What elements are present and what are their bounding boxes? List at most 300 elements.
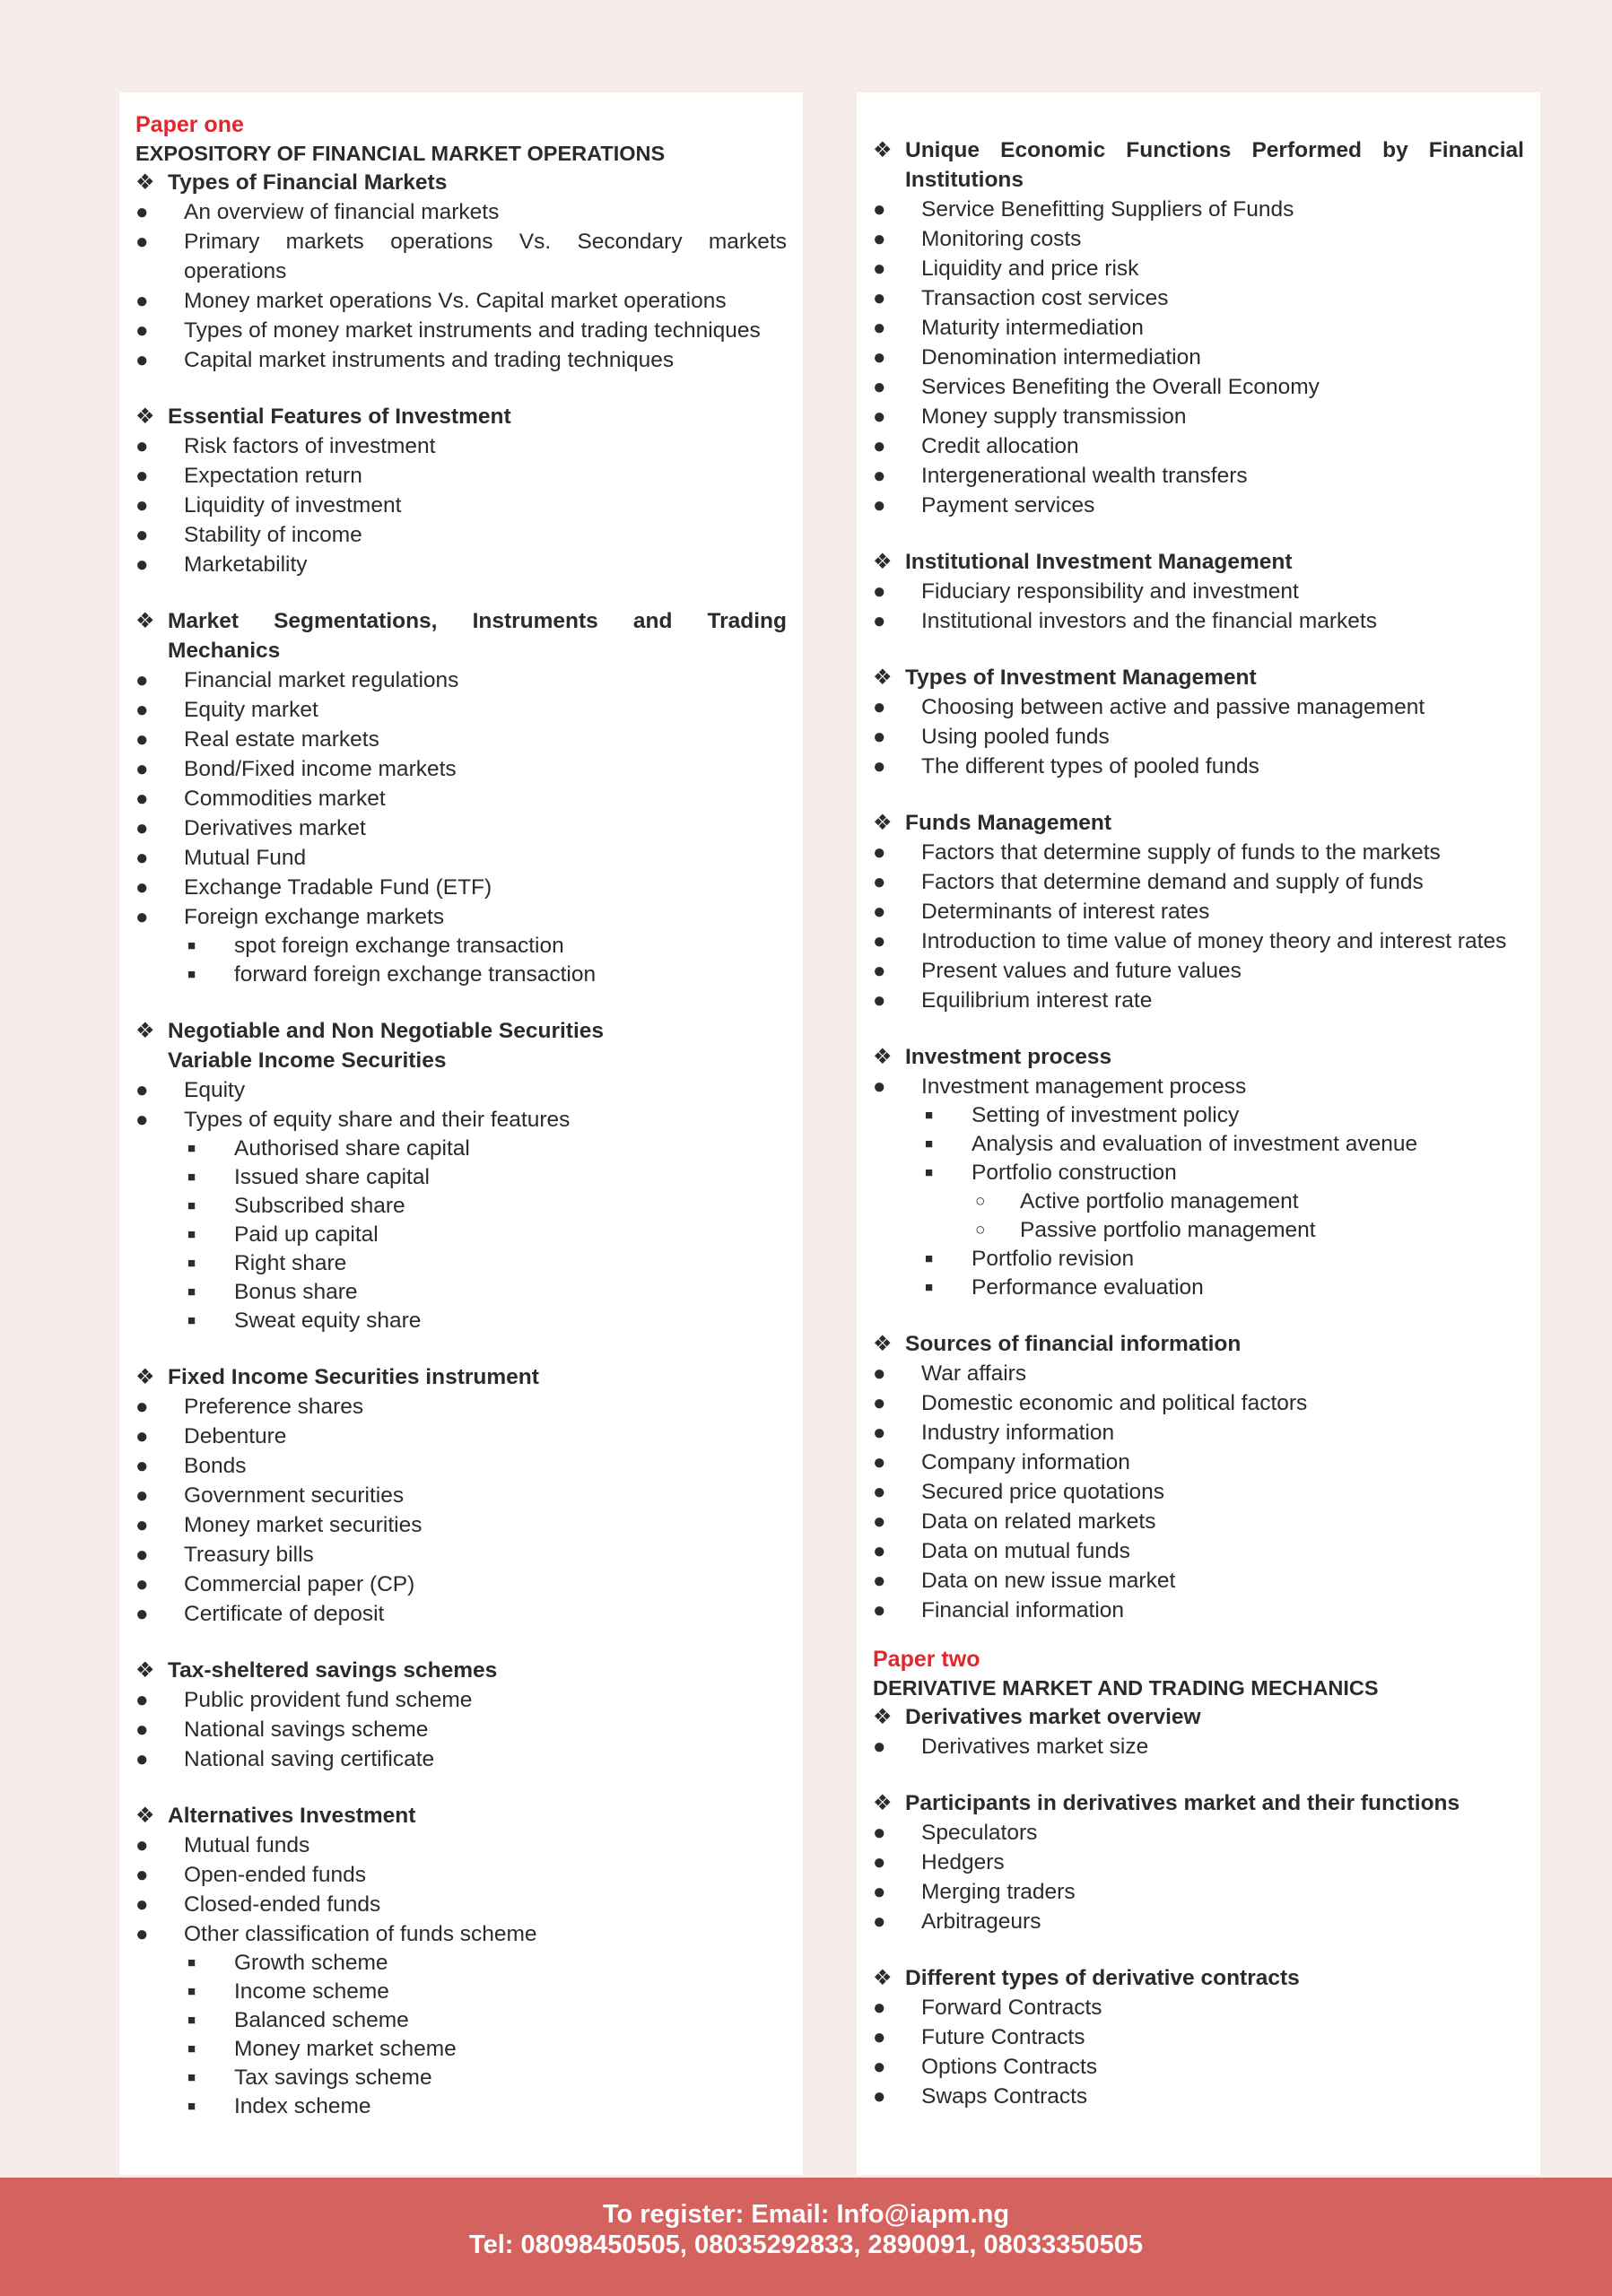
bullet-icon: ● <box>873 1421 886 1445</box>
list-item-text: Equity market <box>184 698 318 722</box>
list-item-row <box>135 665 787 695</box>
section-title: Types of Financial Markets <box>168 170 448 195</box>
list-item-text: Types of money market instruments and trading techniques <box>184 318 761 343</box>
list-item-row <box>873 372 1524 402</box>
list-item-text: Tax savings scheme <box>234 2066 432 2090</box>
section-title: Alternatives Investment <box>168 1804 416 1828</box>
section-subtitle: Variable Income Securities <box>168 1048 447 1073</box>
bullet-icon: ● <box>873 579 886 604</box>
list-item-text: Institutional investors and the financial markets <box>921 609 1377 633</box>
list-item-text: Analysis and evaluation of investment avenue <box>972 1132 1418 1156</box>
list-item-row <box>873 606 1524 636</box>
list-item-row <box>873 1507 1524 1536</box>
bullet-icon: ● <box>873 1361 886 1386</box>
circle-bullet-icon: ○ <box>975 1221 986 1239</box>
square-bullet-icon: ■ <box>925 1108 934 1123</box>
bullet-icon: ● <box>135 200 149 224</box>
list-item-text: Portfolio construction <box>972 1161 1177 1185</box>
list-item-text: Subscribed share <box>234 1194 405 1218</box>
list-item-row <box>873 867 1524 897</box>
bullet-icon: ● <box>135 1395 149 1419</box>
list-item <box>873 1418 1524 1448</box>
square-bullet-icon: ■ <box>187 1313 196 1328</box>
list-item-text: Data on mutual funds <box>921 1539 1130 1563</box>
bullet-icon: ● <box>135 905 149 929</box>
section-title: Sources of financial information <box>905 1332 1242 1356</box>
bullet-icon: ● <box>135 318 149 343</box>
list-item-row <box>135 1685 787 1715</box>
list-item-text: Factors that determine demand and supply of funds <box>921 870 1424 894</box>
list-item <box>975 1187 1524 1216</box>
bullet-icon: ● <box>873 375 886 399</box>
list-item-text: National savings scheme <box>184 1718 429 1742</box>
list-item <box>135 345 787 375</box>
list-item-text: Equity <box>184 1078 246 1102</box>
list-item-text: Bonus share <box>234 1280 358 1304</box>
section-title: Unique Economic Functions Performed by Financial Institutions <box>905 138 1524 192</box>
bullet-list <box>873 195 1524 520</box>
list-item <box>135 1510 787 1540</box>
diamond-bullet-icon: ❖ <box>873 138 893 162</box>
list-item-text: Commodities market <box>184 787 386 811</box>
list-item <box>135 725 787 754</box>
square-bullet-icon: ■ <box>187 1284 196 1300</box>
list-item-text: Setting of investment policy <box>972 1103 1240 1127</box>
list-item <box>187 1135 787 1163</box>
list-item-text: Primary markets operations Vs. Secondary markets operations <box>184 230 787 283</box>
list-item-row <box>187 1278 787 1307</box>
list-item-row <box>187 2092 787 2121</box>
list-item-text: Factors that determine supply of funds to the markets <box>921 840 1441 865</box>
section-header <box>135 402 787 431</box>
list-item <box>135 431 787 461</box>
list-item-row <box>187 1135 787 1163</box>
list-item <box>873 313 1524 343</box>
list-item-row <box>873 722 1524 752</box>
bullet-icon: ● <box>873 695 886 719</box>
list-item-row <box>873 491 1524 520</box>
bullet-list <box>873 1359 1524 1625</box>
list-item-text: Treasury bills <box>184 1543 314 1567</box>
list-item-text: Monitoring costs <box>921 227 1082 251</box>
list-item-row <box>135 725 787 754</box>
list-item-text: Credit allocation <box>921 434 1079 458</box>
list-item-row <box>873 1877 1524 1907</box>
bullet-list <box>135 197 787 375</box>
bullet-icon: ● <box>135 493 149 517</box>
circle-bullet-icon: ○ <box>975 1192 986 1211</box>
list-item-row <box>925 1245 1524 1274</box>
list-item <box>135 227 787 286</box>
section <box>873 1329 1524 1625</box>
list-item-row <box>873 402 1524 431</box>
section-header <box>873 1042 1524 1072</box>
list-item-text: Data on related markets <box>921 1509 1156 1534</box>
list-item <box>187 1978 787 2006</box>
list-item <box>873 343 1524 372</box>
list-item <box>873 1388 1524 1418</box>
square-bullet-icon: ■ <box>187 1955 196 1970</box>
list-item-row <box>135 1451 787 1481</box>
list-item-row <box>135 1422 787 1451</box>
list-item-text: Swaps Contracts <box>921 2084 1088 2109</box>
bullet-icon: ● <box>135 552 149 577</box>
list-item-text: Derivatives market <box>184 816 366 840</box>
list-item-row <box>135 1715 787 1744</box>
list-item-row <box>135 1919 787 1949</box>
list-item <box>925 1245 1524 1274</box>
list-item-text: Service Benefitting Suppliers of Funds <box>921 197 1294 222</box>
list-item-row <box>873 926 1524 956</box>
square-bullet-icon: ■ <box>187 1170 196 1185</box>
list-item-text: Hedgers <box>921 1850 1005 1874</box>
bullet-icon: ● <box>135 348 149 372</box>
list-item <box>187 961 787 989</box>
list-item <box>925 1274 1524 1302</box>
list-item-row <box>135 520 787 550</box>
list-item-text: Commercial paper (CP) <box>184 1572 415 1596</box>
bullet-list <box>921 1101 1524 1302</box>
bullet-icon: ● <box>873 197 886 222</box>
list-item <box>873 1359 1524 1388</box>
list-item-row <box>135 695 787 725</box>
bullet-list <box>135 1831 787 2121</box>
bullet-icon: ● <box>873 1735 886 1759</box>
diamond-bullet-icon: ❖ <box>873 1791 893 1815</box>
list-item-text: Services Benefiting the Overall Economy <box>921 375 1320 399</box>
list-item-text: An overview of financial markets <box>184 200 500 224</box>
list-item-text: Domestic economic and political factors <box>921 1391 1308 1415</box>
list-item-text: Paid up capital <box>234 1222 379 1247</box>
list-item <box>925 1159 1524 1245</box>
list-item-row <box>135 431 787 461</box>
list-item-text: Money market scheme <box>234 2037 457 2061</box>
list-item-row <box>925 1274 1524 1302</box>
list-item-row <box>187 1192 787 1221</box>
paper-label: Paper one <box>135 112 244 137</box>
section <box>135 606 787 989</box>
list-item <box>873 606 1524 636</box>
list-item <box>873 2022 1524 2052</box>
list-item-row <box>135 873 787 902</box>
list-item <box>187 1192 787 1221</box>
list-item-row <box>873 2082 1524 2111</box>
list-item-text: Authorised share capital <box>234 1136 470 1161</box>
list-item-row <box>135 1599 787 1629</box>
list-item-row <box>135 197 787 227</box>
list-item-row <box>135 1570 787 1599</box>
bullet-icon: ● <box>873 1821 886 1845</box>
bullet-icon: ● <box>135 230 149 254</box>
list-item-row <box>925 1101 1524 1130</box>
list-item-row <box>135 491 787 520</box>
section <box>135 1656 787 1774</box>
list-item <box>135 550 787 579</box>
list-item-text: Choosing between active and passive management <box>921 695 1425 719</box>
list-item-text: Preference shares <box>184 1395 364 1419</box>
list-item <box>135 1105 787 1335</box>
list-item <box>873 986 1524 1015</box>
list-item-row <box>873 1732 1524 1761</box>
section-title: Institutional Investment Management <box>905 550 1293 574</box>
list-item <box>925 1101 1524 1130</box>
list-item-row <box>873 2052 1524 2082</box>
bullet-list <box>184 932 787 989</box>
bullet-icon: ● <box>873 1539 886 1563</box>
list-item-text: Foreign exchange markets <box>184 905 445 929</box>
square-bullet-icon: ■ <box>187 1198 196 1213</box>
list-item <box>873 254 1524 283</box>
list-item-text: Denomination intermediation <box>921 345 1201 370</box>
list-item <box>873 195 1524 224</box>
list-item <box>873 1072 1524 1302</box>
list-item <box>135 197 787 227</box>
list-item-row <box>873 897 1524 926</box>
bullet-icon: ● <box>135 1747 149 1771</box>
bullet-list <box>873 1072 1524 1302</box>
bullet-icon: ● <box>135 1513 149 1537</box>
list-item-row <box>873 195 1524 224</box>
section-header <box>135 168 787 197</box>
bullet-icon: ● <box>135 698 149 722</box>
list-item-text: War affairs <box>921 1361 1027 1386</box>
bullet-icon: ● <box>873 1909 886 1934</box>
section <box>873 547 1524 636</box>
list-item-text: Fiduciary responsibility and investment <box>921 579 1299 604</box>
square-bullet-icon: ■ <box>187 1141 196 1156</box>
section-header <box>873 547 1524 577</box>
bullet-icon: ● <box>135 1454 149 1478</box>
bullet-list <box>873 838 1524 1015</box>
list-item-row <box>135 227 787 286</box>
list-item-row <box>187 1221 787 1249</box>
list-item <box>135 1392 787 1422</box>
list-item <box>873 1566 1524 1596</box>
list-item-text: Passive portfolio management <box>1020 1218 1316 1242</box>
bullet-list <box>135 1685 787 1774</box>
list-item-text: Government securities <box>184 1483 405 1508</box>
bullet-icon: ● <box>873 870 886 894</box>
bullet-list <box>135 665 787 989</box>
list-item <box>873 577 1524 606</box>
list-item-row <box>873 1418 1524 1448</box>
bullet-icon: ● <box>873 1598 886 1622</box>
list-item <box>135 1599 787 1629</box>
list-item-text: Money market securities <box>184 1513 423 1537</box>
list-item-text: Money market operations Vs. Capital market operations <box>184 289 727 313</box>
bullet-icon: ● <box>135 846 149 870</box>
bullet-icon: ● <box>873 959 886 983</box>
list-item-row <box>135 902 787 932</box>
list-item-text: Performance evaluation <box>972 1275 1204 1300</box>
bullet-icon: ● <box>873 1850 886 1874</box>
list-item-text: Determinants of interest rates <box>921 900 1210 924</box>
section <box>873 663 1524 781</box>
list-item-text: Bonds <box>184 1454 247 1478</box>
list-item <box>187 1949 787 1978</box>
list-item-row <box>187 1249 787 1278</box>
section <box>873 1702 1524 1761</box>
list-item-row <box>873 224 1524 254</box>
list-item-row <box>975 1216 1524 1245</box>
list-item <box>873 897 1524 926</box>
section-header <box>873 663 1524 692</box>
list-item <box>873 2052 1524 2082</box>
bullet-icon: ● <box>873 1480 886 1504</box>
list-item-row <box>135 1890 787 1919</box>
bullet-icon: ● <box>873 1509 886 1534</box>
square-bullet-icon: ■ <box>187 1256 196 1271</box>
list-item-text: Payment services <box>921 493 1095 517</box>
square-bullet-icon: ■ <box>925 1165 934 1180</box>
list-item-text: Data on new issue market <box>921 1569 1176 1593</box>
diamond-bullet-icon: ❖ <box>135 1019 155 1043</box>
list-item <box>873 1507 1524 1536</box>
list-item-text: Closed-ended funds <box>184 1892 381 1917</box>
bullet-icon: ● <box>135 1602 149 1626</box>
list-item-text: Speculators <box>921 1821 1038 1845</box>
bullet-list <box>135 1075 787 1335</box>
list-item <box>135 520 787 550</box>
list-item <box>873 1848 1524 1877</box>
section <box>135 1016 787 1335</box>
list-item-row <box>135 550 787 579</box>
square-bullet-icon: ■ <box>187 2041 196 2057</box>
list-item-row <box>187 1949 787 1978</box>
list-item-text: Certificate of deposit <box>184 1602 385 1626</box>
list-item <box>135 461 787 491</box>
paper-title: EXPOSITORY OF FINANCIAL MARKET OPERATIONS <box>135 142 666 165</box>
section-header <box>135 606 787 665</box>
list-item-row <box>925 1159 1524 1187</box>
list-item-text: Open-ended funds <box>184 1863 366 1887</box>
bullet-icon: ● <box>873 988 886 1013</box>
list-item-row <box>135 813 787 843</box>
list-item <box>135 665 787 695</box>
square-bullet-icon: ■ <box>925 1251 934 1266</box>
list-item <box>873 926 1524 956</box>
list-item-row <box>135 1075 787 1105</box>
bullet-icon: ● <box>873 929 886 953</box>
list-item-row <box>135 1831 787 1860</box>
list-item <box>187 1249 787 1278</box>
section-header <box>135 1656 787 1685</box>
list-item <box>873 402 1524 431</box>
list-item <box>135 1860 787 1890</box>
section-title: Types of Investment Management <box>905 665 1257 690</box>
list-item-row <box>873 1907 1524 1936</box>
list-item <box>873 1477 1524 1507</box>
list-item <box>135 1919 787 2121</box>
diamond-bullet-icon: ❖ <box>873 665 893 690</box>
list-item <box>135 1831 787 1860</box>
diamond-bullet-icon: ❖ <box>873 550 893 574</box>
list-item <box>135 754 787 784</box>
list-item <box>187 2092 787 2121</box>
list-item-text: Balanced scheme <box>234 2008 409 2032</box>
list-item-row <box>135 1481 787 1510</box>
bullet-icon: ● <box>873 2084 886 2109</box>
bullet-icon: ● <box>135 1922 149 1946</box>
list-item-text: Stability of income <box>184 523 362 547</box>
bullet-list <box>184 1135 787 1335</box>
bullet-icon: ● <box>873 1996 886 2020</box>
bullet-list <box>873 1732 1524 1761</box>
list-item <box>135 902 787 989</box>
section-title: Negotiable and Non Negotiable Securities <box>168 1019 605 1043</box>
bullet-icon: ● <box>873 2025 886 2049</box>
list-item <box>873 283 1524 313</box>
list-item-row <box>873 1448 1524 1477</box>
list-item-row <box>135 286 787 316</box>
bullet-list <box>873 1993 1524 2111</box>
list-item-row <box>135 1392 787 1422</box>
diamond-bullet-icon: ❖ <box>873 1332 893 1356</box>
list-item-row <box>135 461 787 491</box>
diamond-bullet-icon: ❖ <box>135 609 155 633</box>
diamond-bullet-icon: ❖ <box>135 170 155 195</box>
section <box>135 168 787 375</box>
list-item <box>873 224 1524 254</box>
bullet-icon: ● <box>135 1572 149 1596</box>
bullet-icon: ● <box>873 1880 886 1904</box>
list-item-text: Future Contracts <box>921 2025 1085 2049</box>
list-item-row <box>873 692 1524 722</box>
list-item <box>873 1877 1524 1907</box>
section-title: Derivatives market overview <box>905 1705 1201 1729</box>
list-item-row <box>187 961 787 989</box>
bullet-icon: ● <box>873 840 886 865</box>
list-item-text: Company information <box>921 1450 1130 1474</box>
diamond-bullet-icon: ❖ <box>135 1365 155 1389</box>
section-header <box>135 1362 787 1392</box>
bullet-icon: ● <box>873 493 886 517</box>
list-item <box>873 722 1524 752</box>
list-item <box>975 1216 1524 1245</box>
section-title: Market Segmentations, Instruments and Trading Mechanics <box>168 609 787 663</box>
list-item-row <box>873 283 1524 313</box>
list-item <box>135 843 787 873</box>
list-item-row <box>873 1536 1524 1566</box>
list-item-text: Right share <box>234 1251 347 1275</box>
list-item <box>187 1221 787 1249</box>
list-item <box>135 1451 787 1481</box>
list-item <box>873 1536 1524 1566</box>
square-bullet-icon: ■ <box>187 2099 196 2114</box>
section <box>135 1362 787 1629</box>
bullet-icon: ● <box>873 609 886 633</box>
section <box>873 808 1524 1015</box>
bullet-list <box>873 1818 1524 1936</box>
list-item-row <box>135 754 787 784</box>
section-header <box>873 1329 1524 1359</box>
bullet-icon: ● <box>135 1483 149 1508</box>
list-item <box>135 1540 787 1570</box>
list-item <box>135 1890 787 1919</box>
list-item-row <box>873 1818 1524 1848</box>
list-item-text: Merging traders <box>921 1880 1076 1904</box>
list-item <box>135 1715 787 1744</box>
bullet-icon: ● <box>135 1688 149 1712</box>
bullet-icon: ● <box>873 1074 886 1099</box>
list-item-text: National saving certificate <box>184 1747 435 1771</box>
footer-phone-line: Tel: 08098450505, 08035292833, 2890091, 08033350505 <box>469 2231 1143 2259</box>
bullet-icon: ● <box>135 1543 149 1567</box>
list-item-text: Intergenerational wealth transfers <box>921 464 1248 488</box>
section <box>873 135 1524 520</box>
diamond-bullet-icon: ❖ <box>873 1966 893 1990</box>
diamond-bullet-icon: ❖ <box>873 811 893 835</box>
